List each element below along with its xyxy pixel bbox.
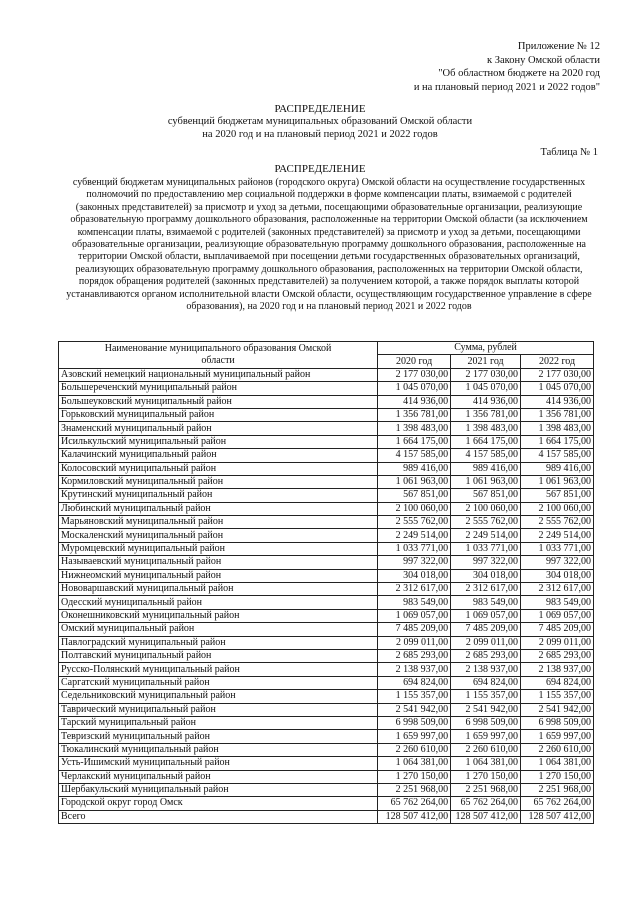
table-row xyxy=(59,583,594,596)
value-2020-cell: 1 270 150,00 xyxy=(378,770,451,783)
value-2021-cell: 694 824,00 xyxy=(451,676,521,689)
table-row xyxy=(59,703,594,716)
value-2022-cell: 1 069 057,00 xyxy=(521,609,594,622)
value-2022-cell: 989 416,00 xyxy=(521,462,594,475)
value-2020-cell: 1 664 175,00 xyxy=(378,435,451,448)
value-2021-cell: 128 507 412,00 xyxy=(451,810,521,823)
municipality-cell: Знаменский муниципальный район xyxy=(59,422,378,435)
municipality-cell: Омский муниципальный район xyxy=(59,623,378,636)
value-2020-cell: 304 018,00 xyxy=(378,569,451,582)
table-row xyxy=(59,716,594,729)
table-row xyxy=(59,797,594,810)
value-2020-cell: 4 157 585,00 xyxy=(378,449,451,462)
value-2022-cell: 6 998 509,00 xyxy=(521,716,594,729)
value-2021-cell: 1 398 483,00 xyxy=(451,422,521,435)
value-2021-cell: 1 356 781,00 xyxy=(451,408,521,421)
table-row xyxy=(59,395,594,408)
table-row xyxy=(59,475,594,488)
table-row xyxy=(59,422,594,435)
table-row xyxy=(59,690,594,703)
table-row xyxy=(59,596,594,609)
header-year: 2020 год xyxy=(378,355,451,368)
table-row xyxy=(59,609,594,622)
subsidy-table xyxy=(58,341,594,824)
value-2022-cell: 694 824,00 xyxy=(521,676,594,689)
municipality-cell: Павлоградский муниципальный район xyxy=(59,636,378,649)
table-row xyxy=(59,743,594,756)
value-2020-cell: 983 549,00 xyxy=(378,596,451,609)
table-row xyxy=(59,556,594,569)
section-description: субвенций бюджетам муниципальных районов (городского округа) Омской области на осуществление государственных полномочий по предоставлению мер социальной поддержки в форме компенсации платы, взимаемой с родителей (законных представителей) за присмотр и уход за детьми, посещающими образовательные организации, реализующие образовательную программу дошкольного образования, расположенные на территории Омской области (за исключением компенсации платы, взимаемой с родителей (законных представителей) за присмотр и уход за детьми, посещающими образовательные организации, реализующие образовательную программу дошкольного образования, расположенные на территории Омской области, выплачиваемой при посещении детьми государственных образовательных организаций, реализующих образовательную программу дошкольного образования, расположенных на территории Омской области, порядок обращения родителей (законных представителей) за получением которой, а также порядок выплаты которой устанавливаются органом исполнительной власти Омской области, осуществляющим государственное управление в сфере образования), на 2020 год и на плановый период 2021 и 2022 годов xyxy=(66,177,592,313)
value-2021-cell: 7 485 209,00 xyxy=(451,623,521,636)
table-row xyxy=(59,783,594,796)
value-2020-cell: 2 541 942,00 xyxy=(378,703,451,716)
value-2020-cell: 414 936,00 xyxy=(378,395,451,408)
main-subtitle-line: субвенций бюджетам муниципальных образований Омской области xyxy=(167,116,473,127)
municipality-cell: Оконешниковский муниципальный район xyxy=(59,609,378,622)
municipality-cell: Крутинский муниципальный район xyxy=(59,489,378,502)
value-2022-cell: 1 270 150,00 xyxy=(521,770,594,783)
municipality-cell: Марьяновский муниципальный район xyxy=(59,516,378,529)
municipality-cell: Шербакульский муниципальный район xyxy=(59,783,378,796)
value-2021-cell: 2 099 011,00 xyxy=(451,636,521,649)
municipality-cell: Кормиловский муниципальный район xyxy=(59,475,378,488)
value-2021-cell: 983 549,00 xyxy=(451,596,521,609)
value-2022-cell: 2 177 030,00 xyxy=(521,368,594,381)
value-2022-cell: 1 398 483,00 xyxy=(521,422,594,435)
value-2020-cell: 1 356 781,00 xyxy=(378,408,451,421)
value-2020-cell: 1 069 057,00 xyxy=(378,609,451,622)
value-2020-cell: 65 762 264,00 xyxy=(378,797,451,810)
main-subtitle xyxy=(0,115,640,141)
municipality-cell: Полтавский муниципальный район xyxy=(59,649,378,662)
table-row xyxy=(59,730,594,743)
value-2022-cell: 1 664 175,00 xyxy=(521,435,594,448)
table-row xyxy=(59,382,594,395)
value-2020-cell: 997 322,00 xyxy=(378,556,451,569)
value-2021-cell: 2 251 968,00 xyxy=(451,783,521,796)
value-2021-cell: 1 033 771,00 xyxy=(451,542,521,555)
value-2020-cell: 128 507 412,00 xyxy=(378,810,451,823)
table-row xyxy=(59,623,594,636)
municipality-cell: Одесский муниципальный район xyxy=(59,596,378,609)
value-2021-cell: 989 416,00 xyxy=(451,462,521,475)
header-year: 2022 год xyxy=(521,355,594,368)
value-2020-cell: 1 033 771,00 xyxy=(378,542,451,555)
value-2022-cell: 567 851,00 xyxy=(521,489,594,502)
table-row xyxy=(59,663,594,676)
value-2021-cell: 6 998 509,00 xyxy=(451,716,521,729)
municipality-cell: Азовский немецкий национальный муниципальный район xyxy=(59,368,378,381)
value-2022-cell: 128 507 412,00 xyxy=(521,810,594,823)
municipality-cell: Большеуковский муниципальный район xyxy=(59,395,378,408)
value-2022-cell: 1 045 070,00 xyxy=(521,382,594,395)
value-2022-cell: 304 018,00 xyxy=(521,569,594,582)
municipality-cell: Русско-Полянский муниципальный район xyxy=(59,663,378,676)
main-subtitle-line: на 2020 год и на плановый период 2021 и 2022 годов xyxy=(202,129,438,140)
table-row xyxy=(59,649,594,662)
table-row xyxy=(59,569,594,582)
municipality-cell: Любинский муниципальный район xyxy=(59,502,378,515)
appendix-block xyxy=(414,40,600,94)
value-2020-cell: 2 099 011,00 xyxy=(378,636,451,649)
value-2020-cell: 2 138 937,00 xyxy=(378,663,451,676)
value-2020-cell: 2 685 293,00 xyxy=(378,649,451,662)
appendix-line: к Закону Омской области xyxy=(486,54,600,66)
table-row xyxy=(59,542,594,555)
value-2021-cell: 1 155 357,00 xyxy=(451,690,521,703)
value-2021-cell: 2 555 762,00 xyxy=(451,516,521,529)
value-2022-cell: 1 659 997,00 xyxy=(521,730,594,743)
value-2020-cell: 1 061 963,00 xyxy=(378,475,451,488)
value-2020-cell: 2 177 030,00 xyxy=(378,368,451,381)
header-municipality: Наименование муниципального образования Омской области xyxy=(59,342,378,369)
municipality-cell: Усть-Ишимский муниципальный район xyxy=(59,757,378,770)
table-row xyxy=(59,636,594,649)
value-2021-cell: 1 061 963,00 xyxy=(451,475,521,488)
table-row xyxy=(59,368,594,381)
value-2022-cell: 7 485 209,00 xyxy=(521,623,594,636)
value-2022-cell: 2 249 514,00 xyxy=(521,529,594,542)
value-2020-cell: 1 398 483,00 xyxy=(378,422,451,435)
table-header-row xyxy=(59,342,594,355)
value-2020-cell: 1 045 070,00 xyxy=(378,382,451,395)
table-row xyxy=(59,810,594,823)
value-2021-cell: 1 064 381,00 xyxy=(451,757,521,770)
municipality-cell: Тевризский муниципальный район xyxy=(59,730,378,743)
value-2020-cell: 2 260 610,00 xyxy=(378,743,451,756)
header-year: 2021 год xyxy=(451,355,521,368)
appendix-line: и на плановый период 2021 и 2022 годов" xyxy=(413,81,600,93)
value-2022-cell: 2 541 942,00 xyxy=(521,703,594,716)
value-2020-cell: 2 555 762,00 xyxy=(378,516,451,529)
value-2022-cell: 2 100 060,00 xyxy=(521,502,594,515)
value-2022-cell: 4 157 585,00 xyxy=(521,449,594,462)
municipality-cell: Черлакский муниципальный район xyxy=(59,770,378,783)
value-2020-cell: 1 064 381,00 xyxy=(378,757,451,770)
appendix-line: Приложение № 12 xyxy=(517,41,600,52)
value-2022-cell: 414 936,00 xyxy=(521,395,594,408)
value-2021-cell: 2 100 060,00 xyxy=(451,502,521,515)
value-2022-cell: 2 099 011,00 xyxy=(521,636,594,649)
value-2020-cell: 694 824,00 xyxy=(378,676,451,689)
municipality-cell: Москаленский муниципальный район xyxy=(59,529,378,542)
municipality-cell: Нововаршавский муниципальный район xyxy=(59,583,378,596)
header-sum: Сумма, рублей xyxy=(378,342,594,355)
value-2022-cell: 2 251 968,00 xyxy=(521,783,594,796)
value-2022-cell: 1 061 963,00 xyxy=(521,475,594,488)
value-2022-cell: 1 033 771,00 xyxy=(521,542,594,555)
value-2021-cell: 1 659 997,00 xyxy=(451,730,521,743)
municipality-cell: Таврический муниципальный район xyxy=(59,703,378,716)
municipality-cell: Называевский муниципальный район xyxy=(59,556,378,569)
value-2022-cell: 1 155 357,00 xyxy=(521,690,594,703)
value-2021-cell: 2 541 942,00 xyxy=(451,703,521,716)
value-2021-cell: 2 260 610,00 xyxy=(451,743,521,756)
value-2022-cell: 2 555 762,00 xyxy=(521,516,594,529)
value-2021-cell: 997 322,00 xyxy=(451,556,521,569)
table-row xyxy=(59,676,594,689)
value-2022-cell: 2 260 610,00 xyxy=(521,743,594,756)
table-row xyxy=(59,757,594,770)
table-row xyxy=(59,449,594,462)
table-row xyxy=(59,435,594,448)
value-2022-cell: 983 549,00 xyxy=(521,596,594,609)
value-2021-cell: 4 157 585,00 xyxy=(451,449,521,462)
municipality-cell: Седельниковский муниципальный район xyxy=(59,690,378,703)
municipality-cell: Большереченский муниципальный район xyxy=(59,382,378,395)
value-2021-cell: 304 018,00 xyxy=(451,569,521,582)
appendix-line: "Об областном бюджете на 2020 год xyxy=(438,68,600,80)
value-2020-cell: 567 851,00 xyxy=(378,489,451,502)
value-2021-cell: 2 177 030,00 xyxy=(451,368,521,381)
value-2020-cell: 2 100 060,00 xyxy=(378,502,451,515)
value-2021-cell: 1 045 070,00 xyxy=(451,382,521,395)
value-2021-cell: 1 069 057,00 xyxy=(451,609,521,622)
value-2022-cell: 1 064 381,00 xyxy=(521,757,594,770)
value-2021-cell: 1 270 150,00 xyxy=(451,770,521,783)
value-2021-cell: 2 685 293,00 xyxy=(451,649,521,662)
value-2020-cell: 6 998 509,00 xyxy=(378,716,451,729)
table-row xyxy=(59,770,594,783)
value-2020-cell: 7 485 209,00 xyxy=(378,623,451,636)
value-2021-cell: 2 312 617,00 xyxy=(451,583,521,596)
value-2020-cell: 989 416,00 xyxy=(378,462,451,475)
table-row xyxy=(59,408,594,421)
value-2022-cell: 65 762 264,00 xyxy=(521,797,594,810)
municipality-cell: Колосовский муниципальный район xyxy=(59,462,378,475)
municipality-cell: Саргатский муниципальный район xyxy=(59,676,378,689)
municipality-cell: Всего xyxy=(59,810,378,823)
municipality-cell: Муромцевский муниципальный район xyxy=(59,542,378,555)
municipality-cell: Городской округ город Омск xyxy=(59,797,378,810)
value-2021-cell: 65 762 264,00 xyxy=(451,797,521,810)
value-2022-cell: 2 685 293,00 xyxy=(521,649,594,662)
value-2021-cell: 2 249 514,00 xyxy=(451,529,521,542)
table-row xyxy=(59,502,594,515)
municipality-cell: Калачинский муниципальный район xyxy=(59,449,378,462)
table-row xyxy=(59,529,594,542)
value-2022-cell: 997 322,00 xyxy=(521,556,594,569)
municipality-cell: Горьковский муниципальный район xyxy=(59,408,378,421)
value-2020-cell: 1 155 357,00 xyxy=(378,690,451,703)
value-2022-cell: 1 356 781,00 xyxy=(521,408,594,421)
municipality-cell: Нижнеомский муниципальный район xyxy=(59,569,378,582)
value-2022-cell: 2 138 937,00 xyxy=(521,663,594,676)
value-2020-cell: 2 249 514,00 xyxy=(378,529,451,542)
value-2021-cell: 1 664 175,00 xyxy=(451,435,521,448)
municipality-cell: Тюкалинский муниципальный район xyxy=(59,743,378,756)
municipality-cell: Исилькульский муниципальный район xyxy=(59,435,378,448)
value-2020-cell: 2 312 617,00 xyxy=(378,583,451,596)
value-2021-cell: 567 851,00 xyxy=(451,489,521,502)
value-2020-cell: 2 251 968,00 xyxy=(378,783,451,796)
value-2021-cell: 2 138 937,00 xyxy=(451,663,521,676)
main-title: РАСПРЕДЕЛЕНИЕ xyxy=(274,103,366,115)
value-2020-cell: 1 659 997,00 xyxy=(378,730,451,743)
value-2021-cell: 414 936,00 xyxy=(451,395,521,408)
table-row xyxy=(59,462,594,475)
table-row xyxy=(59,489,594,502)
section-title: РАСПРЕДЕЛЕНИЕ xyxy=(274,163,366,175)
table-row xyxy=(59,516,594,529)
municipality-cell: Тарский муниципальный район xyxy=(59,716,378,729)
value-2022-cell: 2 312 617,00 xyxy=(521,583,594,596)
table-number: Таблица № 1 xyxy=(540,147,598,158)
